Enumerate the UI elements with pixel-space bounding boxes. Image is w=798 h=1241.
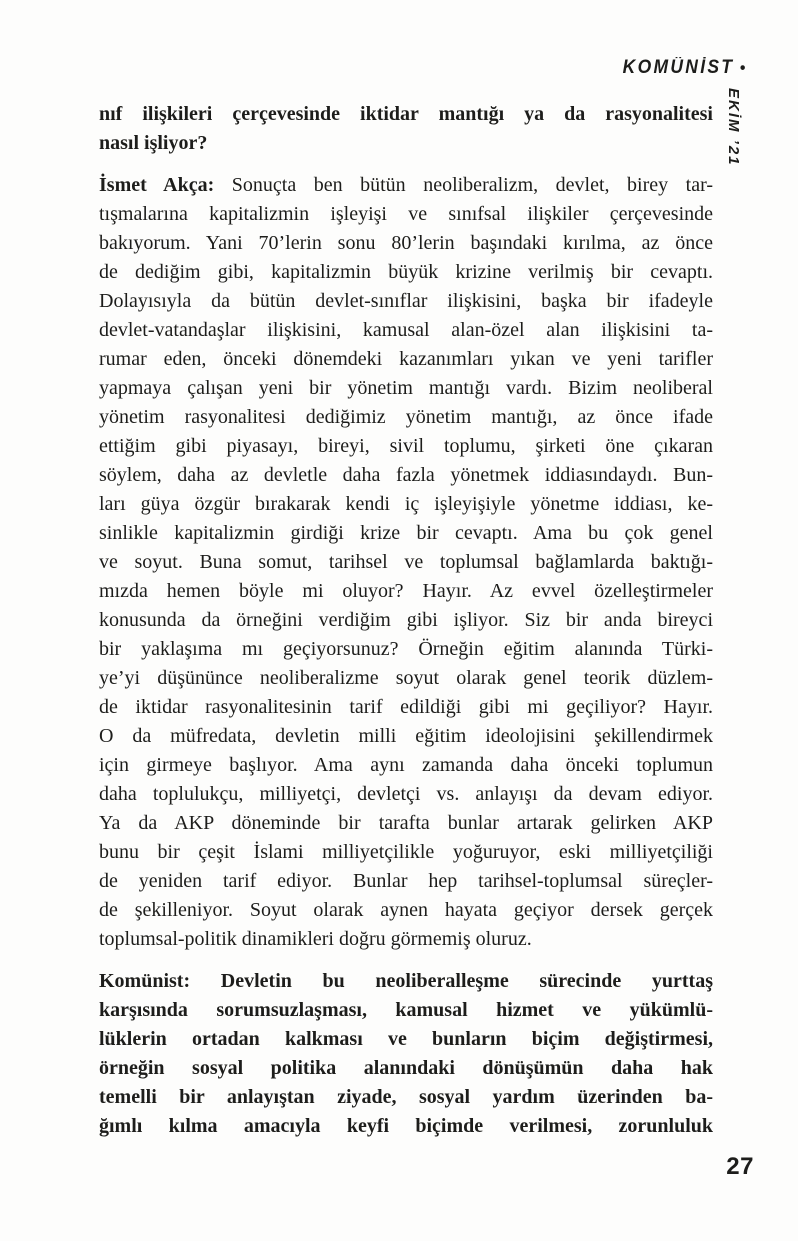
text-line: devlet-vatandaşlar ilişkisini, kamusal alan-özel alan ilişkisini ta- — [99, 319, 713, 341]
text-line: de yeniden tarif ediyor. Bunlar hep tarihsel-toplumsal süreçler- — [99, 870, 713, 892]
text-line: konusunda da örneğini verdiğim gibi işliyor. Siz bir anda bireyci — [99, 609, 713, 631]
text-line: nasıl işliyor? — [99, 132, 208, 154]
text-line: sinlikle kapitalizmin girdiği krize bir cevaptı. Ama bu çok genel — [99, 522, 713, 544]
text-line: bir yaklaşıma mı geçiyorsunuz? Örneğin eğitim alanında Türki- — [99, 638, 713, 660]
speaker-label: İsmet Akça: — [99, 174, 215, 196]
text-line: bunu bir çeşit İslami milliyetçilikle yoğuruyor, eski milliyetçiliği — [99, 841, 713, 863]
text-line: Dolayısıyla da bütün devlet-sınıflar ilişkisini, başka bir ifadeyle — [99, 290, 713, 312]
text-line: O da müfredata, devletin milli eğitim ideolojisini şekillendirmek — [99, 725, 713, 747]
text-line: tışmalarına kapitalizmin işleyişi ve sınıfsal ilişkiler çerçevesinde — [99, 203, 713, 225]
komunist-question — [99, 967, 713, 1141]
text-line: lüklerin ortadan kalkması ve bunların biçim değiştirmesi, — [99, 1028, 713, 1050]
text-line: de iktidar rasyonalitesinin tarif edildiği gibi mi geçiliyor? Hayır. — [99, 696, 713, 718]
text-line: mızda hemen böyle mi oluyor? Hayır. Az evvel özelleştirmeler — [99, 580, 713, 602]
text-line: ettiğim gibi piyasayı, bireyi, sivil toplumu, şirketi öne çıkaran — [99, 435, 713, 457]
text-line: ları güya özgür bırakarak kendi iç işleyişiyle yönetme iddiası, ke- — [99, 493, 713, 515]
text-line: ve soyut. Buna somut, tarihsel ve toplumsal bağlamlarda baktığı- — [99, 551, 713, 573]
text-line: İsmet Akça: Sonuçta ben bütün neoliberalizm, devlet, birey tar- — [99, 174, 713, 196]
text-line: temelli bir anlayıştan ziyade, sosyal yardım üzerinden ba- — [99, 1086, 713, 1108]
text-line: bakıyorum. Yani 70’lerin sonu 80’lerin başındaki kırılma, az önce — [99, 232, 713, 254]
text-line: toplumsal-politik dinamikleri doğru görmemiş oluruz. — [99, 928, 532, 950]
page-number: 27 — [726, 1153, 754, 1180]
text-line: yönetim rasyonalitesi dediğimiz yönetim mantığı, az önce ifade — [99, 406, 713, 428]
text-line: de şekilleniyor. Soyut olarak aynen hayata geçiyor dersek gerçek — [99, 899, 713, 921]
text-line: örneğin sosyal politika alanındaki dönüşümün daha hak — [99, 1057, 713, 1079]
text-line: yapmaya çalışan yeni bir yönetim mantığı vardı. Bizim neoliberal — [99, 377, 713, 399]
text-line: karşısında sorumsuzlaşması, kamusal hizmet ve yükümlü- — [99, 999, 713, 1021]
text-line: ye’yi düşününce neoliberalizme soyut olarak genel teorik düzlem- — [99, 667, 713, 689]
ismet-akca-answer — [99, 171, 713, 954]
text-column — [99, 100, 713, 1154]
text-line: söylem, daha az devletle daha fazla yönetmek iddiasındaydı. Bun- — [99, 464, 713, 486]
text-line: de dediğim gibi, kapitalizmin büyük krizine verilmiş bir cevaptı. — [99, 261, 713, 283]
text-line: Komünist: Devletin bu neoliberalleşme sürecinde yurttaş — [99, 970, 713, 992]
text-line: daha toplulukçu, milliyetçi, devletçi vs. anlayışı da devam ediyor. — [99, 783, 713, 805]
running-head — [622, 57, 745, 79]
text-line: Ya da AKP döneminde bir tarafta bunlar artarak gelirken AKP — [99, 812, 713, 834]
text-line: için girmeye başlıyor. Ama aynı zamanda daha önceki toplumun — [99, 754, 713, 776]
question-continued — [99, 100, 713, 158]
magazine-title: KOMÜNİST — [622, 57, 735, 78]
issue-date-vertical: EKİM ’21 — [725, 88, 742, 167]
bullet-icon: • — [739, 58, 745, 77]
text-line: ğımlı kılma amacıyla keyfi biçimde verilmesi, zorunluluk — [99, 1115, 713, 1137]
speaker-label: Komünist: — [99, 970, 191, 992]
text-line: rumar eden, önceki dönemdeki kazanımları yıkan ve yeni tarifler — [99, 348, 713, 370]
text-line: nıf ilişkileri çerçevesinde iktidar mantığı ya da rasyonalitesi — [99, 103, 713, 125]
